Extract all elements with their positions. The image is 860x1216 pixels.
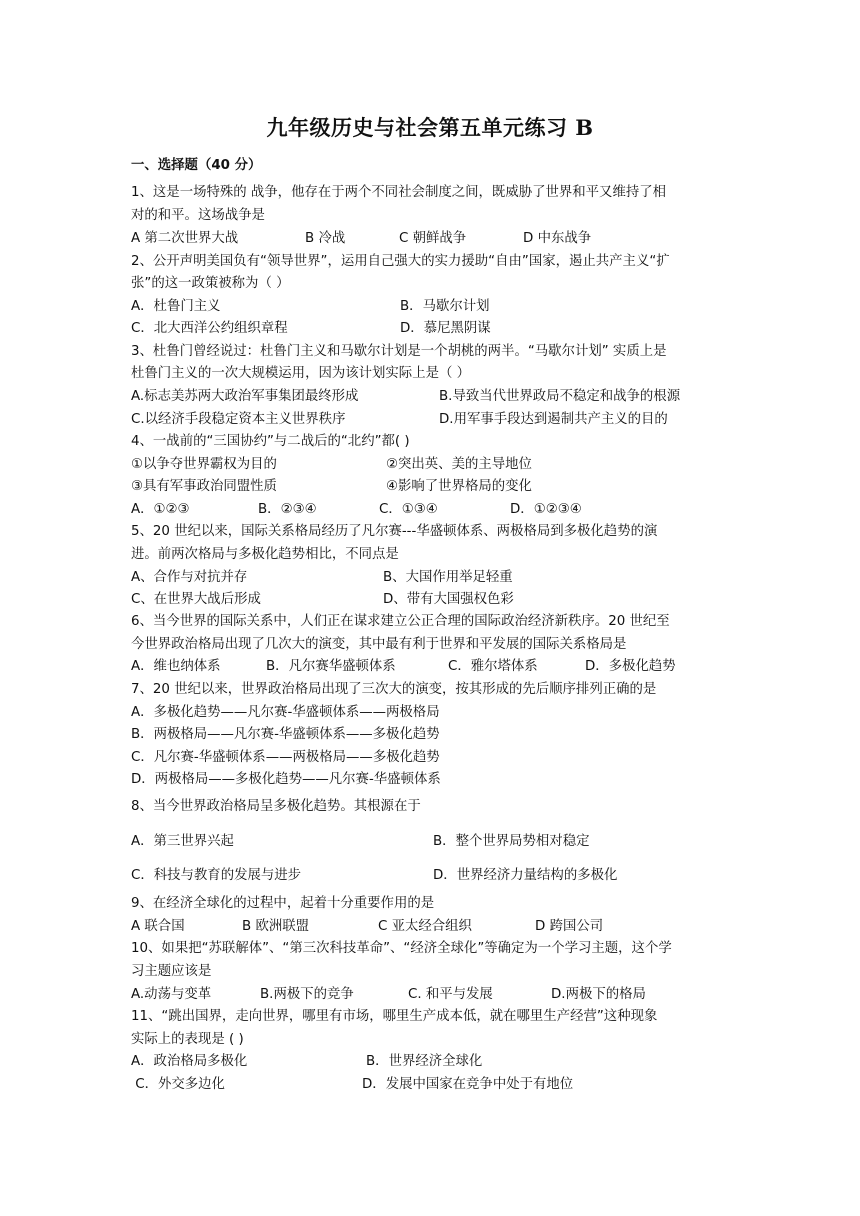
question-4-option-a: A．①②③	[131, 502, 190, 517]
question-3-stem-line-2: 杜鲁门主义的一次大规模运用，因为该计划实际上是（ ）	[131, 366, 471, 381]
question-6-option-b: B．凡尔赛华盛顿体系	[266, 659, 396, 674]
question-5-stem-line-1: 5、20 世纪以来，国际关系格局经历了凡尔赛---华盛顿体系、两极格局到多极化趋势的演	[131, 524, 658, 539]
question-11-option-a: A．政治格局多极化	[131, 1054, 248, 1069]
question-9-option-a: A 联合国	[131, 919, 185, 934]
question-9-option-c: C 亚太经合组织	[378, 919, 472, 934]
question-5-option-a: A、合作与对抗并存	[131, 570, 248, 585]
question-3-option-b: B.导致当代世界政局不稳定和战争的根源	[439, 389, 681, 404]
question-8-option-d: D．世界经济力量结构的多极化	[433, 868, 618, 883]
question-7-option-a: A．多极化趋势——凡尔赛-华盛顿体系——两极格局	[131, 705, 440, 720]
question-11-option-d: D．发展中国家在竞争中处于有地位	[362, 1077, 574, 1092]
question-4-option-d: D．①②③④	[510, 502, 582, 517]
question-10-option-b: B.两极下的竞争	[260, 987, 354, 1002]
question-9-option-b: B 欧洲联盟	[242, 919, 310, 934]
question-10-stem-line-2: 习主题应该是	[131, 964, 212, 979]
question-4-option-c: C．①③④	[379, 502, 438, 517]
question-7-stem: 7、20 世纪以来，世界政治格局出现了三次大的演变，按其形成的先后顺序排列正确的是	[131, 682, 657, 697]
question-2-option-a: A．杜鲁门主义	[131, 299, 221, 314]
question-4-item-3: ③具有军事政治同盟性质	[131, 479, 277, 494]
question-10-option-a: A.动荡与变革	[131, 987, 212, 1002]
question-4-item-2: ②突出英、美的主导地位	[386, 457, 532, 472]
question-1-option-c: C 朝鲜战争	[399, 231, 467, 246]
question-7-option-c: C．凡尔赛-华盛顿体系——两极格局——多极化趋势	[131, 750, 440, 765]
question-8-stem: 8、当今世界政治格局呈多极化趋势。其根源在于	[131, 799, 421, 814]
question-10-stem-line-1: 10、如果把“苏联解体”、“第三次科技革命”、“经济全球化”等确定为一个学习主题，这个学	[131, 941, 672, 956]
question-6-option-c: C．雅尔塔体系	[448, 659, 538, 674]
question-3-stem-line-1: 3、杜鲁门曾经说过：杜鲁门主义和马歇尔计划是一个胡桃的两半。“马歇尔计划” 实质上是	[131, 344, 667, 359]
question-1-option-b: B 冷战	[305, 231, 346, 246]
section-heading: 一、选择题（40 分）	[131, 158, 262, 173]
question-5-option-c: C、在世界大战后形成	[131, 592, 261, 607]
question-2-stem-line-1: 2、公开声明美国负有“领导世界”，运用自己强大的实力援助“自由”国家，遏止共产主义“扩	[131, 254, 670, 269]
question-11-stem-line-2: 实际上的表现是 ( )	[131, 1032, 244, 1047]
question-10-option-c: C. 和平与发展	[408, 987, 493, 1002]
question-6-option-d: D．多极化趋势	[585, 659, 676, 674]
question-9-option-d: D 跨国公司	[535, 919, 604, 934]
question-8-option-c: C．科技与教育的发展与进步	[131, 868, 302, 883]
question-1-option-a: A 第二次世界大战	[131, 231, 239, 246]
question-10-option-d: D.两极下的格局	[551, 987, 646, 1002]
question-2-option-c: C．北大西洋公约组织章程	[131, 321, 288, 336]
question-8-option-b: B．整个世界局势相对稳定	[433, 834, 590, 849]
question-5-option-d: D、带有大国强权色彩	[383, 592, 514, 607]
question-7-option-d: D．两极格局——多极化趋势——凡尔赛-华盛顿体系	[131, 772, 441, 787]
question-2-option-b: B．马歇尔计划	[400, 299, 490, 314]
question-6-stem-line-2: 今世界政治格局出现了几次大的演变，其中最有利于世界和平发展的国际关系格局是	[131, 637, 627, 652]
question-8-option-a: A．第三世界兴起	[131, 834, 234, 849]
question-3-option-a: A.标志美苏两大政治军事集团最终形成	[131, 389, 359, 404]
page-title: 九年级历史与社会第五单元练习 B	[266, 115, 594, 140]
question-2-stem-line-2: 张”的这一政策被称为（ ）	[131, 276, 290, 291]
question-9-stem: 9、在经济全球化的过程中，起着十分重要作用的是	[131, 896, 435, 911]
question-6-option-a: A．维也纳体系	[131, 659, 221, 674]
question-2-option-d: D．慕尼黑阴谋	[400, 321, 491, 336]
question-4-option-b: B．②③④	[258, 502, 317, 517]
question-7-option-b: B．两极格局——凡尔赛-华盛顿体系——多极化趋势	[131, 727, 440, 742]
question-1-option-d: D 中东战争	[523, 231, 592, 246]
question-6-stem-line-1: 6、当今世界的国际关系中，人们正在谋求建立公正合理的国际政治经济新秩序。20 世纪至	[131, 614, 670, 629]
question-3-option-d: D.用军事手段达到遏制共产主义的目的	[439, 412, 668, 427]
question-1-stem-line-2: 对的和平。这场战争是	[131, 208, 265, 223]
question-4-stem: 4、一战前的“三国协约”与二战后的“北约”都( )	[131, 434, 410, 449]
question-1-stem-line-1: 1、这是一场特殊的 战争，他存在于两个不同社会制度之间，既威胁了世界和平又维持了相	[131, 185, 667, 200]
question-11-option-c: C．外交多边化	[131, 1077, 225, 1092]
question-4-item-4: ④影响了世界格局的变化	[386, 479, 532, 494]
question-3-option-c: C.以经济手段稳定资本主义世界秩序	[131, 412, 346, 427]
question-5-stem-line-2: 进。前两次格局与多极化趋势相比，不同点是	[131, 547, 399, 562]
question-11-option-b: B．世界经济全球化	[366, 1054, 483, 1069]
question-4-item-1: ①以争夺世界霸权为目的	[131, 457, 277, 472]
question-5-option-b: B、大国作用举足轻重	[383, 570, 513, 585]
question-11-stem-line-1: 11、“跳出国界，走向世界，哪里有市场，哪里生产成本低，就在哪里生产经营”这种现象	[131, 1009, 658, 1024]
